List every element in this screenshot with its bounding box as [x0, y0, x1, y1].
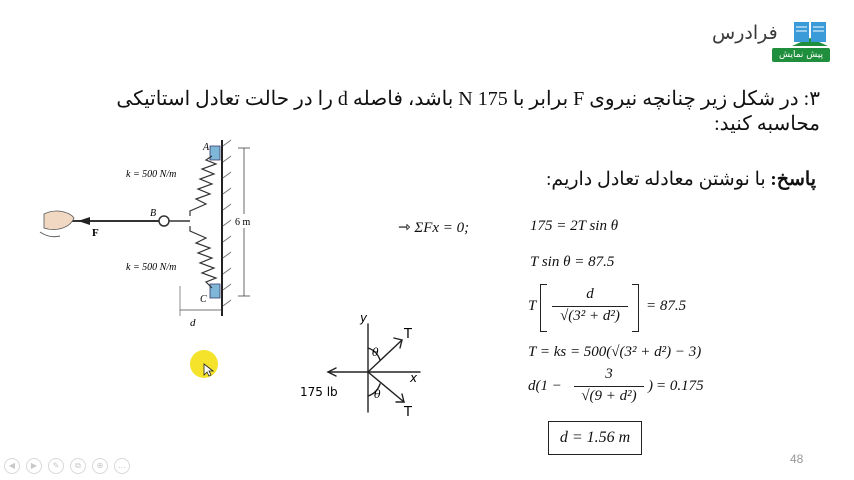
question-text: ۳: در شکل زیر چنانچه نیروی F برابر با 175 N باشد، فاصله d را در حالت تعادل استاتیکی محاسبه کنید:: [116, 88, 820, 135]
equation-3: T d √(3² + d²) = 87.5: [528, 284, 728, 334]
pen-icon[interactable]: ✎: [48, 458, 64, 474]
answer-intro: [540, 168, 816, 191]
distance-label: d: [190, 317, 196, 329]
fbd-theta-bottom: θ: [374, 388, 381, 401]
hand-icon: [44, 211, 74, 230]
equation-5: d(1 − 3 √(9 + d²) ) = 0.175: [528, 366, 704, 404]
fbd-y-label: y: [360, 312, 368, 325]
fbd-t-bottom: T: [404, 405, 412, 420]
free-body-diagram: [300, 312, 440, 422]
next-icon[interactable]: ▶: [26, 458, 42, 474]
equation-2: T sin θ = 87.5: [530, 254, 615, 270]
equation-5-rhs: = 0.175: [656, 378, 704, 394]
logo-brand-text: فرادرس: [712, 22, 778, 44]
zoom-icon[interactable]: ⊕: [92, 458, 108, 474]
equation-1: 175 = 2T sin θ: [530, 218, 619, 234]
viewer-toolbar: [4, 458, 130, 474]
copy-icon[interactable]: ⧉: [70, 458, 86, 474]
fbd-t-top: T: [404, 327, 412, 342]
answer-label: پاسخ:: [770, 169, 816, 190]
fbd-x-label: x: [410, 371, 418, 385]
spring-top: [190, 156, 216, 216]
more-icon[interactable]: …: [114, 458, 130, 474]
height-label: 6 m: [235, 217, 251, 228]
faradars-logo: [712, 14, 836, 66]
pointer-icon: [190, 350, 218, 378]
equation-4: T = ks = 500(√(3² + d²) − 3): [528, 344, 702, 360]
answer-text: با نوشتن معادله تعادل داریم:: [546, 169, 766, 190]
preview-tag: پیش نمایش: [772, 48, 830, 62]
force-label: F: [92, 227, 99, 239]
spring-system-figure: [30, 136, 270, 336]
point-a-label: A: [203, 142, 210, 153]
point-c-label: C: [200, 294, 207, 305]
equation-3-rhs: = 87.5: [646, 298, 687, 314]
equation-5-denominator: √(9 + d²): [581, 388, 637, 404]
fbd-force-label: 175 lb: [300, 385, 338, 399]
page-number: 48: [790, 452, 804, 466]
cursor-highlight: [190, 350, 218, 378]
support-a: [210, 146, 220, 160]
spring-top-label: k = 500 N/m: [126, 169, 177, 180]
ring-b: [159, 216, 169, 226]
result-box: d = 1.56 m: [548, 421, 642, 455]
equation-5-numerator: 3: [605, 366, 613, 382]
point-b-label: B: [150, 208, 157, 219]
equation-3-numerator: d: [586, 286, 594, 302]
previous-icon[interactable]: ◀: [4, 458, 20, 474]
spring-bottom: [190, 226, 216, 288]
equation-3-denominator: √(3² + d²): [560, 308, 620, 324]
spring-bottom-label: k = 500 N/m: [126, 262, 177, 273]
support-c: [210, 284, 220, 298]
fbd-theta-top: θ: [372, 346, 379, 359]
sum-fx-equation: ⇾ ΣFx = 0;: [398, 220, 470, 236]
